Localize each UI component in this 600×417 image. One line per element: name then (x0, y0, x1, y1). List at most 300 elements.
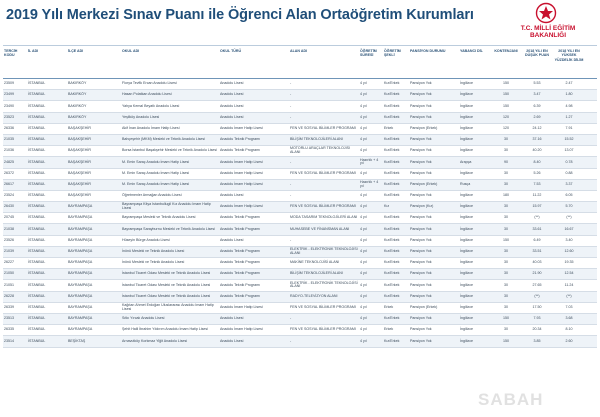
cell-yuzdelik: (**) (566, 215, 572, 220)
cell-sure: 4 yıl (360, 271, 367, 276)
cell-sure: 4 yıl (360, 304, 367, 309)
cell-yuzdelik: 11.24 (564, 282, 574, 287)
col-header-sekil: ÖĞRETİM ŞEKLİ (384, 49, 401, 58)
cell-okul: İstanbul Ticaret Odası Mesleki ve Teknik Anadolu Lisesi (122, 282, 211, 287)
cell-yuzdelik: 2.47 (565, 81, 573, 86)
cell-okul: M. Emin Saraç Anadolu İmam Hatip Lisesi (122, 181, 190, 186)
col-header-dil: YABANCI DİL (460, 49, 483, 53)
cell-ilce: BAYRAMPAŞA (68, 237, 93, 242)
cell-ilce: BAYRAMPAŞA (68, 271, 93, 276)
table-row (3, 202, 597, 213)
cell-sure: 4 yıl (360, 137, 367, 142)
cell-ilce: BAYRAMPAŞA (68, 215, 93, 220)
cell-tur: Anadolu Lisesi (220, 81, 244, 86)
cell-sure: 4 yıl (360, 338, 367, 343)
cell-okul: Hüseyin Bürge Anadolu Lisesi (122, 237, 170, 242)
cell-code: 21038 (4, 226, 14, 231)
cell-code: 26339 (4, 304, 14, 309)
table-row (3, 258, 597, 269)
cell-dil: İngilizce (460, 92, 473, 97)
cell-code: 26430 (4, 204, 14, 209)
cell-pansiyon: Pansiyon Yok (410, 193, 432, 198)
cell-okul: Arnavutköy Korkmaz Yiğit Anadolu Lisesi (122, 338, 188, 343)
cell-okul: Bahçeşehir (MKM) Mesleki ve Teknik Anadolu Lisesi (122, 137, 206, 142)
cell-alan: BİLİŞİM TEKNOLOJİLERİ ALANI (290, 137, 343, 142)
cell-puan: 5.53 (533, 81, 541, 86)
cell-kontenjan: 150 (503, 81, 509, 86)
cell-okul: Bayrampaşa Mesleki ve Teknik Anadolu Lisesi (122, 215, 196, 220)
cell-kontenjan: 30 (504, 148, 508, 153)
cell-alan: - (290, 81, 292, 86)
cell-sekil: Kız/Erkek (384, 338, 400, 343)
cell-sure: 4 yıl (360, 226, 367, 231)
cell-yuzdelik: 15.52 (564, 137, 574, 142)
cell-ilce: BAŞAKŞEHİR (68, 193, 91, 198)
cell-il: İSTANBUL (28, 338, 46, 343)
table-row (3, 113, 597, 124)
cell-yuzdelik: 12.54 (564, 271, 574, 276)
cell-dil: İngilizce (460, 170, 473, 175)
cell-il: İSTANBUL (28, 114, 46, 119)
cell-tur: Anadolu Lisesi (220, 338, 244, 343)
cell-puan: (**) (534, 215, 540, 220)
cell-alan: ELEKTRİK - ELEKTRONİK TEKNOLOJİSİ ALANI (290, 280, 358, 289)
cell-alan: FEN VE SOSYAL BİLİMLER PROGRAMI (290, 327, 356, 332)
cell-il: İSTANBUL (28, 92, 46, 97)
cell-ilce: BAKIRKÖY (68, 103, 87, 108)
cell-sekil: Kız/Erkek (384, 271, 400, 276)
table-row (3, 124, 597, 135)
table-row (3, 224, 597, 235)
table-row (3, 146, 597, 157)
cell-kontenjan: 150 (503, 92, 509, 97)
cell-alan: FEN VE SOSYAL BİLİMLER PROGRAMI (290, 204, 356, 209)
cell-ilce: BAKIRKÖY (68, 114, 87, 119)
cell-tur: Anadolu İmam Hatip Lisesi (220, 125, 263, 130)
cell-alan: - (290, 103, 292, 108)
cell-yuzdelik: 3.37 (565, 181, 573, 186)
cell-pansiyon: Pansiyon (Erkek) (410, 304, 438, 309)
table-row (3, 180, 597, 191)
cell-tur: Anadolu Teknik Programı (220, 226, 261, 231)
cell-code: 26336 (4, 125, 14, 130)
cell-dil: İngilizce (460, 204, 473, 209)
table-row (3, 336, 597, 347)
cell-sure: 4 yıl (360, 293, 367, 298)
table-body (3, 79, 597, 348)
cell-sure: 4 yıl (360, 193, 367, 198)
ministry-logo (498, 2, 598, 40)
cell-kontenjan: 150 (503, 103, 509, 108)
cell-alan: FEN VE SOSYAL BİLİMLER PROGRAMI (290, 170, 356, 175)
cell-sure: 4 yıl (360, 316, 367, 321)
cell-sekil: Kız/Erkek (384, 316, 400, 321)
cell-ilce: BAŞAKŞEHİR (68, 159, 91, 164)
cell-code: 23499 (4, 92, 14, 97)
table-row (3, 135, 597, 146)
cell-kontenjan: 30 (504, 181, 508, 186)
cell-sekil: Kız/Erkek (384, 81, 400, 86)
col-header-sure: ÖĞRETİM SÜRESİ (360, 49, 377, 58)
cell-sekil: Kız (384, 204, 390, 209)
cell-sure: 4 yıl (360, 170, 367, 175)
cell-dil: İngilizce (460, 304, 473, 309)
cell-kontenjan: 30 (504, 293, 508, 298)
cell-puan: 40.03 (532, 260, 542, 265)
cell-yuzdelik: 2.60 (565, 338, 573, 343)
cell-il: İSTANBUL (28, 215, 46, 220)
cell-sekil: Kız/Erkek (384, 148, 400, 153)
cell-ilce: BAYRAMPAŞA (68, 304, 93, 309)
cell-puan: 37.16 (532, 137, 542, 142)
cell-yuzdelik: 8.10 (565, 327, 573, 332)
cell-code: 26228 (4, 293, 14, 298)
cell-il: İSTANBUL (28, 293, 46, 298)
cell-dil: İngilizce (460, 193, 473, 198)
table-row (3, 101, 597, 112)
cell-alan: - (290, 316, 292, 321)
cell-code: 23490 (4, 103, 14, 108)
cell-dil: İngilizce (460, 338, 473, 343)
cell-pansiyon: Pansiyon Yok (410, 316, 432, 321)
cell-dil: İngilizce (460, 282, 473, 287)
cell-pansiyon: Pansiyon Yok (410, 170, 432, 175)
cell-alan: MODA TASARIM TEKNOLOJİLERİ ALANI (290, 215, 358, 220)
table-row (3, 213, 597, 224)
cell-alan: - (290, 181, 292, 186)
table-row (3, 247, 597, 258)
table-row (3, 79, 597, 90)
cell-sekil: Kız/Erkek (384, 226, 400, 231)
cell-puan: (**) (534, 293, 540, 298)
cell-alan: - (290, 193, 292, 198)
cell-puan: 7.93 (533, 316, 541, 321)
logo-line-1: T.C. MİLLİ EĞİTİM (520, 25, 576, 32)
cell-yuzdelik: 12.60 (564, 249, 574, 253)
page-header (0, 0, 600, 42)
cell-sure: 4 yıl (360, 81, 367, 86)
cell-sure: Hazırlık + 4 yıl (360, 179, 379, 188)
cell-il: İSTANBUL (28, 193, 46, 198)
cell-puan: 15.97 (532, 204, 542, 209)
ministry-emblem-icon (532, 2, 560, 24)
cell-dil: İngilizce (460, 215, 473, 220)
col-header-tur: OKUL TÜRÜ (220, 49, 242, 53)
cell-tur: Anadolu Teknik Programı (220, 249, 261, 253)
cell-okul: Hasan Polatkan Anadolu Lisesi (122, 92, 172, 97)
cell-puan: 3.85 (533, 338, 541, 343)
cell-il: İSTANBUL (28, 181, 46, 186)
cell-il: İSTANBUL (28, 249, 46, 253)
cell-puan: 17.50 (532, 304, 542, 309)
cell-dil: İngilizce (460, 249, 473, 253)
cell-okul: Bayrampaşa Sarayburnu Mesleki ve Teknik Anadolu Lisesi (122, 226, 216, 231)
cell-puan: 3.47 (533, 92, 541, 97)
cell-tur: Anadolu Lisesi (220, 237, 244, 242)
cell-code: 23524 (4, 193, 14, 198)
cell-code: 23523 (4, 114, 14, 119)
col-header-il: İL ADI (28, 49, 39, 53)
cell-yuzdelik: 13.07 (564, 148, 574, 153)
cell-okul: Yeşilköy Anadolu Lisesi (122, 114, 160, 119)
cell-kontenjan: 30 (504, 249, 508, 253)
cell-sekil: Kız/Erkek (384, 237, 400, 242)
cell-yuzdelik: 19.35 (564, 260, 574, 265)
cell-il: İSTANBUL (28, 327, 46, 332)
cell-dil: İngilizce (460, 327, 473, 332)
cell-okul: Florya Tevfik Ercan Anadolu Lisesi (122, 81, 177, 86)
cell-yuzdelik: 3.68 (565, 316, 573, 321)
cell-okul: M. Emin Saraç Anadolu İmam Hatip Lisesi (122, 159, 190, 164)
cell-tur: Anadolu Teknik Programı (220, 271, 261, 276)
cell-code: 20745 (4, 215, 14, 220)
cell-kontenjan: 30 (504, 304, 508, 309)
cell-tur: Anadolu Teknik Programı (220, 260, 261, 265)
cell-okul: Akif İnan Anadolu İmam Hatip Lisesi (122, 125, 180, 130)
cell-puan: 40.20 (532, 148, 542, 153)
cell-kontenjan: 30 (504, 282, 508, 287)
cell-pansiyon: Pansiyon Yok (410, 148, 432, 153)
col-header-pansiyon: PANSİYON DURUMU (410, 49, 446, 53)
table-row (3, 325, 597, 336)
cell-dil: İngilizce (460, 114, 473, 119)
cell-ilce: BAŞAKŞEHİR (68, 148, 91, 153)
cell-ilce: BAŞAKŞEHİR (68, 181, 91, 186)
table-row (3, 157, 597, 168)
cell-il: İSTANBUL (28, 159, 46, 164)
cell-puan: 21.90 (532, 271, 542, 276)
cell-il: İSTANBUL (28, 103, 46, 108)
cell-sure: 4 yıl (360, 125, 367, 130)
cell-code: 23513 (4, 316, 14, 321)
cell-sekil: Kız/Erkek (384, 249, 400, 253)
cell-ilce: BAYRAMPAŞA (68, 316, 93, 321)
cell-dil: İngilizce (460, 293, 473, 298)
cell-pansiyon: Pansiyon (Kız) (410, 204, 434, 209)
cell-code: 26617 (4, 181, 14, 186)
cell-alan: - (290, 92, 292, 97)
cell-dil: İngilizce (460, 125, 473, 130)
cell-sure: 4 yıl (360, 114, 367, 119)
cell-sure: 4 yıl (360, 103, 367, 108)
cell-okul: İnönü Mesleki ve Teknik Anadolu Lisesi (122, 260, 185, 265)
cell-kontenjan: 30 (504, 260, 508, 265)
cell-puan: 27.65 (532, 282, 542, 287)
col-header-kontenjan: KONTENJANI (494, 49, 518, 53)
cell-il: İSTANBUL (28, 237, 46, 242)
cell-sekil: Erkek (384, 327, 394, 332)
cell-pansiyon: Pansiyon Yok (410, 226, 432, 231)
cell-ilce: BAKIRKÖY (68, 81, 87, 86)
cell-kontenjan: 180 (503, 193, 509, 198)
cell-tur: Anadolu İmam Hatip Lisesi (220, 170, 263, 175)
cell-sekil: Kız/Erkek (384, 137, 400, 142)
page-title: 2019 Yılı Merkezi Sınav Puanı ile Öğrenci Alan Ortaöğretim Kurumları (6, 7, 474, 23)
cell-tur: Anadolu Teknik Programı (220, 215, 261, 220)
cell-okul: Öğretmenler Armağan Anadolu Lisesi (122, 193, 182, 198)
cell-alan: - (290, 114, 292, 119)
cell-code: 21036 (4, 148, 14, 153)
cell-tur: Anadolu Lisesi (220, 114, 244, 119)
table-row (3, 280, 597, 291)
cell-okul: Borsa İstanbul Başakşehir Mesleki ve Teknik Anadolu Lisesi (122, 148, 218, 153)
cell-ilce: BAYRAMPAŞA (68, 293, 93, 298)
cell-alan: - (290, 159, 292, 164)
cell-yuzdelik: 5.70 (565, 204, 573, 209)
cell-dil: Arapça (460, 159, 472, 164)
col-header-alan: ALAN ADI (290, 49, 308, 53)
cell-alan: - (290, 338, 292, 343)
cell-okul: İnönü Mesleki ve Teknik Anadolu Lisesi (122, 249, 185, 253)
cell-ilce: BAKIRKÖY (68, 92, 87, 97)
cell-code: 24825 (4, 159, 14, 164)
cell-tur: Anadolu İmam Hatip Lisesi (220, 181, 263, 186)
table-header (3, 45, 597, 79)
cell-okul: Bayrampaşa Kitya İstanbullugil Kız Anadolu İmam Hatip Lisesi (122, 202, 211, 211)
cell-sure: 4 yıl (360, 92, 367, 97)
cell-dil: İngilizce (460, 271, 473, 276)
cell-okul: Sıtkı Yırcalı Anadolu Lisesi (122, 316, 165, 321)
cell-sure: 4 yıl (360, 204, 367, 209)
cell-sekil: Kız/Erkek (384, 215, 400, 220)
cell-alan: RADYO-TELEVİZYON ALANI (290, 293, 338, 298)
cell-okul: Yahya Kemal Beyatlı Anadolu Lisesi (122, 103, 180, 108)
cell-pansiyon: Pansiyon Yok (410, 92, 432, 97)
cell-yuzdelik: 3.40 (565, 237, 573, 242)
cell-puan: 20.34 (532, 327, 542, 332)
table-row (3, 303, 597, 314)
cell-ilce: BAYRAMPAŞA (68, 260, 93, 265)
cell-alan: FEN VE SOSYAL BİLİMLER PROGRAMI (290, 304, 356, 309)
cell-pansiyon: Pansiyon Yok (410, 249, 432, 253)
cell-tur: Anadolu Teknik Programı (220, 282, 261, 287)
cell-kontenjan: 120 (503, 125, 509, 130)
cell-yuzdelik: 6.05 (565, 193, 573, 198)
cell-sekil: Kız/Erkek (384, 260, 400, 265)
cell-puan: 2.69 (533, 114, 541, 119)
cell-ilce: BAYRAMPAŞA (68, 249, 93, 253)
cell-kontenjan: 30 (504, 137, 508, 142)
cell-kontenjan: 30 (504, 271, 508, 276)
cell-sekil: Kız/Erkek (384, 159, 400, 164)
cell-kontenjan: 150 (503, 237, 509, 242)
cell-alan: - (290, 237, 292, 242)
cell-okul: Şehit Halil İbrahim Yıldırım Anadolu İmam Hatip Lisesi (122, 327, 209, 332)
cell-yuzdelik: 7.03 (565, 304, 573, 309)
cell-sekil: Erkek (384, 304, 394, 309)
cell-puan: 5.26 (533, 170, 541, 175)
cell-alan: FEN VE SOSYAL BİLİMLER PROGRAMI (290, 125, 356, 130)
cell-kontenjan: 30 (504, 327, 508, 332)
cell-alan: MOTORLU ARAÇLAR TEKNOLOJİSİ ALANI (290, 146, 350, 155)
cell-pansiyon: Pansiyon Yok (410, 260, 432, 265)
cell-sekil: Kız/Erkek (384, 92, 400, 97)
cell-pansiyon: Pansiyon Yok (410, 81, 432, 86)
cell-yuzdelik: 1.80 (565, 92, 573, 97)
cell-tur: Anadolu Teknik Programı (220, 293, 261, 298)
cell-sure: 4 yıl (360, 215, 367, 220)
cell-code: 26372 (4, 170, 14, 175)
cell-kontenjan: 150 (503, 338, 509, 343)
cell-tur: Anadolu Lisesi (220, 103, 244, 108)
cell-puan: 6.49 (533, 237, 541, 242)
cell-kontenjan: 30 (504, 170, 508, 175)
cell-okul: Kağıtan Ahmet Erdoğan Uluslararası Anadolu İmam Hatip Lisesi (122, 303, 214, 311)
cell-sekil: Kız/Erkek (384, 293, 400, 298)
cell-sure: 4 yıl (360, 282, 367, 287)
cell-sure: 4 yıl (360, 249, 367, 253)
cell-kontenjan: 150 (503, 316, 509, 321)
cell-il: İSTANBUL (28, 137, 46, 142)
cell-code: 23509 (4, 81, 14, 86)
cell-il: İSTANBUL (28, 148, 46, 153)
cell-pansiyon: Pansiyon Yok (410, 103, 432, 108)
cell-dil: İngilizce (460, 81, 473, 86)
cell-ilce: BAYRAMPAŞA (68, 282, 93, 287)
cell-okul: İstanbul Ticaret Odası Mesleki ve Teknik Anadolu Lisesi (122, 271, 211, 276)
cell-il: İSTANBUL (28, 204, 46, 209)
logo-line-2: BAKANLIĞI (529, 32, 567, 39)
cell-ilce: BAŞAKŞEHİR (68, 170, 91, 175)
cell-pansiyon: Pansiyon (Erkek) (410, 181, 438, 186)
cell-puan: 11.22 (532, 193, 542, 198)
cell-pansiyon: Pansiyon Yok (410, 293, 432, 298)
cell-tur: Anadolu İmam Hatip Lisesi (220, 204, 263, 209)
cell-code: 23526 (4, 237, 14, 242)
cell-puan: 8.40 (533, 159, 541, 164)
cell-pansiyon: Pansiyon Yok (410, 215, 432, 220)
col-header-yuzdelik: 2018 YILI EN YÜKSEK YÜZDELİK DİLİM (554, 49, 584, 62)
cell-sekil: Erkek (384, 125, 394, 130)
cell-ilce: BAYRAMPAŞA (68, 226, 93, 231)
cell-okul: İstanbul Ticaret Odası Mesleki ve Teknik Anadolu Lisesi (122, 293, 211, 298)
cell-pansiyon: Pansiyon Yok (410, 271, 432, 276)
cell-sure: 4 yıl (360, 148, 367, 153)
cell-yuzdelik: 16.67 (564, 226, 574, 231)
table-row (3, 236, 597, 247)
cell-pansiyon: Pansiyon Yok (410, 137, 432, 142)
cell-alan: BİLİŞİM TEKNOLOJİLERİ ALANI (290, 271, 343, 276)
cell-ilce: BAYRAMPAŞA (68, 327, 93, 332)
cell-sure: 4 yıl (360, 260, 367, 265)
cell-tur: Anadolu Teknik Programı (220, 137, 261, 142)
col-header-okul: OKUL ADI (122, 49, 140, 53)
cell-sekil: Kız/Erkek (384, 103, 400, 108)
cell-ilce: BAYRAMPAŞA (68, 204, 93, 209)
cell-il: İSTANBUL (28, 271, 46, 276)
cell-alan: MUHASEBE VE FİNANSMAN ALANI (290, 226, 350, 231)
cell-alan: MAKİNE TEKNOLOJİSİ ALANI (290, 260, 340, 265)
cell-sure: 4 yıl (360, 327, 367, 332)
cell-kontenjan: 30 (504, 204, 508, 209)
cell-tur: Anadolu Lisesi (220, 92, 244, 97)
cell-yuzdelik: (**) (566, 293, 572, 298)
cell-dil: İngilizce (460, 237, 473, 242)
cell-pansiyon: Pansiyon Yok (410, 159, 432, 164)
cell-kontenjan: 30 (504, 226, 508, 231)
cell-il: İSTANBUL (28, 282, 46, 287)
cell-il: İSTANBUL (28, 81, 46, 86)
cell-pansiyon: Pansiyon (Erkek) (410, 125, 438, 130)
cell-pansiyon: Pansiyon Yok (410, 338, 432, 343)
cell-sekil: Kız/Erkek (384, 181, 400, 186)
cell-okul: M. Emin Saraç Anadolu İmam Hatip Lisesi (122, 170, 190, 175)
watermark: SABAH (478, 390, 544, 409)
col-header-ilce: İLÇE ADI (68, 49, 84, 53)
cell-ilce: BAŞAKŞEHİR (68, 125, 91, 130)
table-row (3, 169, 597, 180)
cell-il: İSTANBUL (28, 260, 46, 265)
